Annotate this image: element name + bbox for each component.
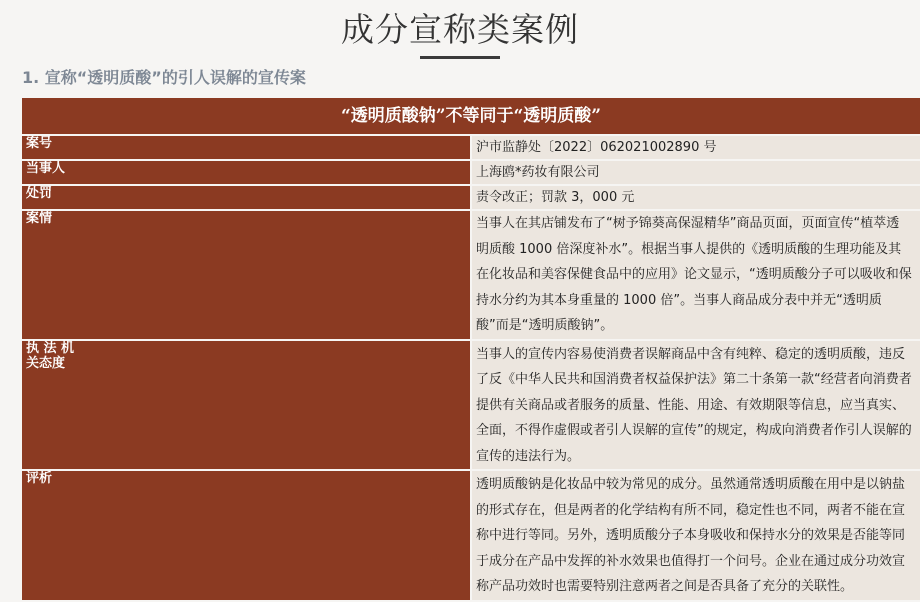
section-heading: 1. 宣称“透明质酸”的引人误解的宣传案 [22,68,306,87]
row-label-commentary: 评析 [22,470,471,601]
title-underline [420,56,500,59]
table-row-case-number [22,135,920,160]
row-label-authority-stance [22,340,471,471]
row-label-authority-stance-line2: 关态度 [26,355,66,371]
row-value-penalty: 责令改正；罚款 3，000 元 [471,185,920,210]
table-row-penalty [22,185,920,210]
row-value-case-facts: 当事人在其店铺发布了“树予锦葵高保湿精华”商品页面，页面宣传“植萃透明质酸 1000 倍深度补水”。根据当事人提供的《透明质酸的生理功能及其在化妆品和美容保健食品中的应用》论文显示，“透明质酸分子可以吸收和保持水分约为其本身重量的 1000 倍”。当事人商品成分表中并无“透明质酸”而是“透明质酸钠”。 [471,210,920,340]
table-row-commentary [22,470,920,601]
page-title: 成分宣称类案例 [341,10,579,49]
row-label-case-number: 案号 [22,135,471,160]
row-label-case-facts: 案情 [22,210,471,340]
case-banner: “透明质酸钠”不等同于“透明质酸” [22,98,920,135]
table-row-party [22,160,920,185]
row-value-party: 上海鸥*药妆有限公司 [471,160,920,185]
case-table [22,98,920,602]
row-label-penalty: 处罚 [22,185,471,210]
row-label-party: 当事人 [22,160,471,185]
table-row-authority-stance [22,340,920,471]
row-value-case-number: 沪市监静处〔2022〕062021002890 号 [471,135,920,160]
table-row-case-facts [22,210,920,340]
row-value-authority-stance: 当事人的宣传内容易使消费者误解商品中含有纯粹、稳定的透明质酸，违反了反《中华人民共和国消费者权益保护法》第二十条第一款“经营者向消费者提供有关商品或者服务的质量、性能、用途、有效期限等信息，应当真实、全面，不得作虚假或者引人误解的宣传”的规定，构成向消费者作引人误解的宣传的违法行为。 [471,340,920,471]
row-value-commentary: 透明质酸钠是化妆品中较为常见的成分。虽然通常透明质酸在用中是以钠盐的形式存在，但是两者的化学结构有所不同，稳定性也不同，两者不能在宣称中进行等同。另外，透明质酸分子本身吸收和保持水分的效果是否能等同于成分在产品中发挥的补水效果也值得打一个问号。企业在通过成分功效宣称产品功效时也需要特别注意两者之间是否具备了充分的关联性。 [471,470,920,601]
row-label-authority-stance-line1: 执 法 机 [26,340,75,356]
